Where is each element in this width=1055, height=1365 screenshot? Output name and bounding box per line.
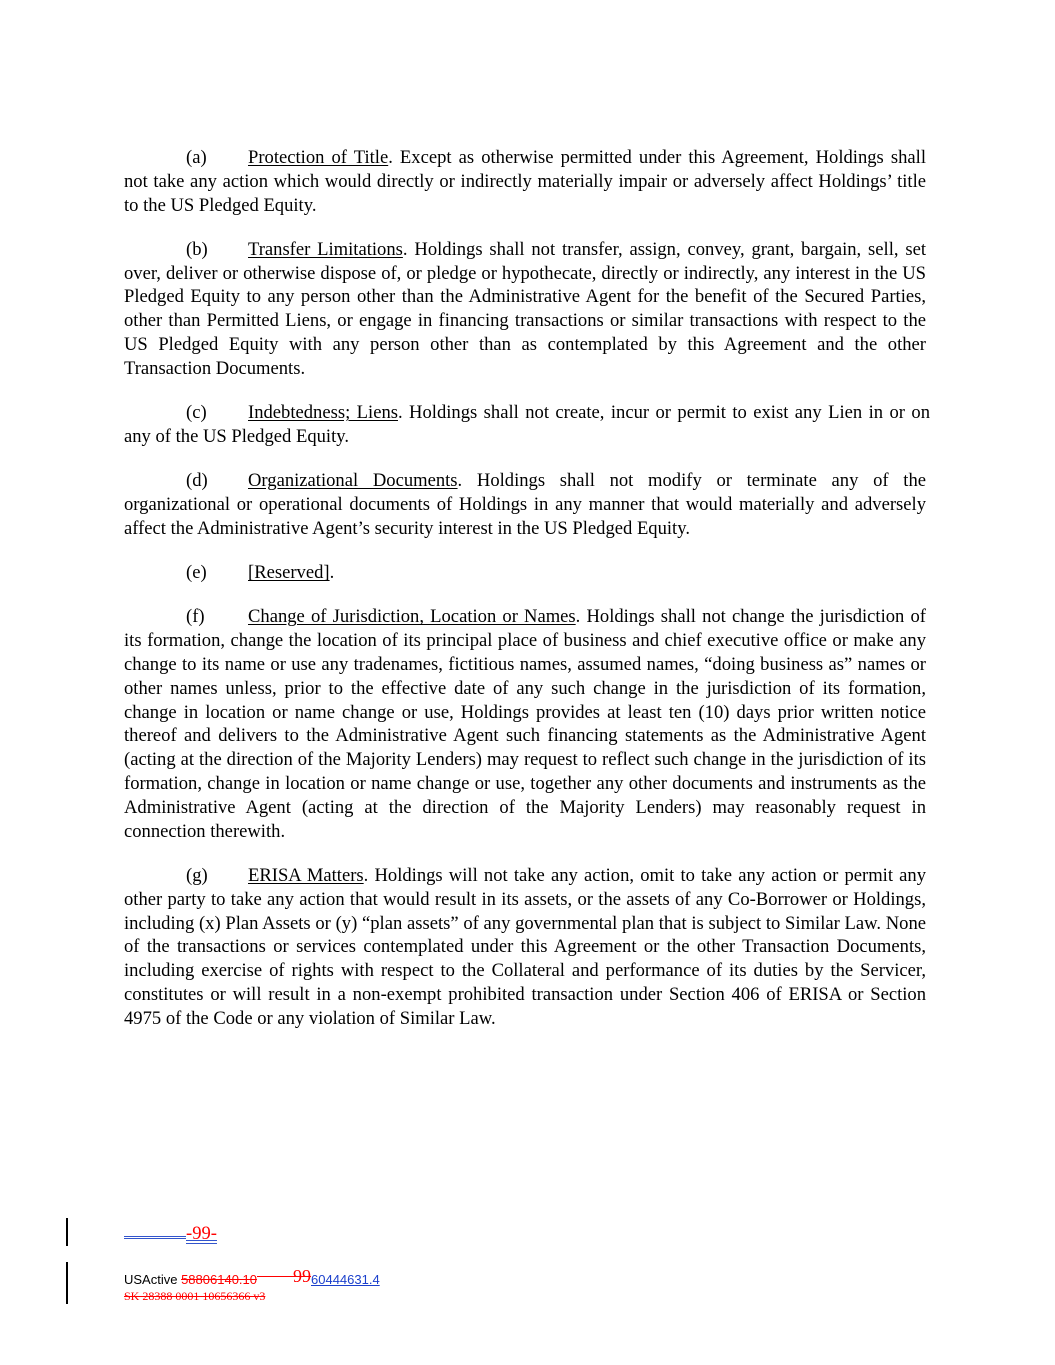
page-number-leader [124,1222,186,1239]
document-id-footer [124,1268,380,1289]
paragraph-text: . [329,562,335,584]
paragraph-b [124,238,926,381]
paragraph-heading: Transfer Limitations [248,238,403,260]
revision-change-bar [66,1218,68,1246]
paragraph-d [124,469,926,540]
paragraph-label: (g) [186,864,208,886]
paragraph-heading: Organizational Documents [248,470,458,492]
paragraph-label: (b) [186,238,208,260]
paragraph-text: . Holdings shall not transfer, assign, convey, grant, bargain, sell, set over, deliver or otherwise dispose of, or pledge or hypothecate, directly or indirectly, any interest in the US Pledged Equity to any person other than the Administrative Agent for the benefit of the Secured Parties, other than Permitted Liens, or engage in financing transactions or similar transactions with respect to the US Pledged Equity with any person other than as contemplated by this Agreement and the other Transaction Documents. [124,238,927,379]
paragraph-text: . Holdings will not take any action, omit to take any action or permit any other party to take any action that would result in its assets, or the assets of any Co-Borrower or Holdings, including (x) Plan Assets or (y) “plan assets” of any governmental plan that is subject to Similar Law. None of the transactions or services contemplated under this Agreement or the other Transaction Documents, including exercise of rights with respect to the Collateral and performance of its duties by the Servicer, constitutes or will result in a non-exempt prohibited transaction under Section 406 of ERISA or Section 4975 of the Code or any violation of Similar Law. [124,864,926,1029]
paragraph-label: (f) [186,606,205,628]
paragraph-label: (d) [186,470,208,492]
paragraph-heading: ERISA Matters [248,864,364,886]
doc-prefix: USActive [124,1272,182,1287]
paragraph-text: . Except as otherwise permitted under this Agreement, Holdings shall not take any action which would directly or indirectly materially impair or adversely affect Holdings’ title to the US Pledged Equity. [124,147,926,216]
inserted-doc-id: 60444631.4 [311,1272,380,1287]
paragraph-heading: Change of Jurisdiction, Location or Names [248,606,576,628]
document-body [124,146,930,1051]
paragraph-text: . Holdings shall not change the jurisdiction of its formation, change the location of its principal place of business and chief executive office or make any change to its name or use any tradenames, fictitious names, assumed names, “doing business as” names or other names unless, prior to the effective date of any such change in the jurisdiction of its formation, change in location or name change or use, Holdings provides at least ten (10) days prior written notice thereof and delivers to the Administrative Agent such financing statements as the Administrative Agent (acting at the direction of the Majority Lenders) may request to reflect such change in the jurisdiction of its formation, change in location or name change or use, together any other documents and instruments as the Administrative Agent (acting at the direction of the Majority Lenders) may reasonably request in connection therewith. [124,606,926,842]
paragraph-a [124,146,926,217]
page-number-text: -99- [186,1223,217,1244]
deleted-page-number: 99 [293,1266,311,1286]
paragraph-c [124,401,930,449]
paragraph-f [124,605,926,843]
deleted-sk-number: SK 28388 0001 10656366 v3 [124,1289,266,1303]
paragraph-text: . Holdings shall not create, incur or permit to exist any Lien in or on any of the US Pledged Equity. [124,402,930,447]
paragraph-label: (c) [186,402,207,424]
paragraph-label: (a) [186,147,207,168]
revision-change-bar [66,1262,68,1304]
paragraph-g [124,864,926,1031]
paragraph-label: (e) [186,562,207,584]
paragraph-heading: Protection of Title [248,147,389,168]
paragraph-e [124,561,926,585]
paragraph-heading: Indebtedness; Liens [248,402,398,424]
paragraph-heading: [Reserved] [248,562,330,584]
page-number [124,1222,217,1245]
paragraph-text: . Holdings shall not modify or terminate any of the organizational or operational documents of Holdings in any manner that would materially and adversely affect the Administrative Agent’s security interest in the US Pledged Equity. [124,470,927,539]
deleted-doc-id: 58806140.10 [181,1272,257,1287]
